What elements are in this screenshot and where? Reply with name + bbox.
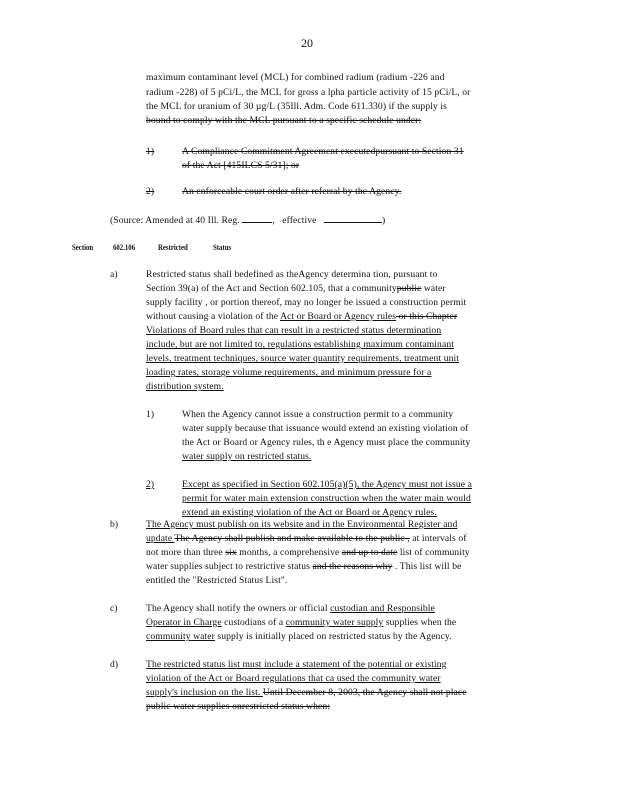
para-b-struck-six: six (225, 547, 237, 558)
para-b-line-4 (146, 560, 461, 574)
intro-struck-line: bound to comply with the MCL pursuant to a specific schedule under: (146, 115, 422, 126)
para-b-update: update (146, 533, 175, 544)
source-comma: , (272, 215, 275, 226)
para-a-line-3: supply facility , or portion thereof, may no longer be issued a construction permit (146, 297, 467, 308)
para-a-line-2 (146, 282, 446, 296)
para-c-label: c) (110, 603, 118, 614)
para-b-line-3 (146, 546, 470, 560)
para-a-line-9: distribution system. (146, 381, 224, 392)
para-b-line-2 (146, 532, 467, 546)
para-c-inserted-community-water: community water (146, 631, 215, 642)
para-c-initially-placed: supply is initially placed on restricted status by the Agency. (214, 631, 452, 642)
para-a-line-2-text: Section 39(a) of the Act and Section 602.105, that a community (146, 283, 397, 294)
intro-line-1: maximum contaminant level (MCL) for combined radium (radium -226 and (146, 72, 445, 83)
para-d-line-3 (146, 686, 467, 700)
para-b-label: b) (110, 519, 119, 530)
para-b-list: list of community (397, 547, 470, 558)
intro-line-2: radium -228) of 5 pCi/L, the MCL for gross a lpha particle activity of 15 pCi/L, or (146, 87, 471, 98)
para-a-line-1: Restricted status shall bedefined as theAgency determina tion, pursuant to (146, 269, 438, 280)
para-b-struck-up-to-date: and up to date (341, 547, 398, 558)
para-c-custodians: custodians of a (221, 617, 286, 628)
effective-date-blank (324, 212, 382, 223)
para-c-inserted-community: community water supply (285, 617, 384, 628)
source-close: ) (382, 215, 386, 226)
para-d-line-2: violation of the Act or Board regulations that ca used the community water (146, 673, 441, 684)
struck-item-1-line-2: of the Act [415ILCS 5/31]; or (182, 160, 300, 171)
para-a-line-4 (146, 310, 457, 324)
para-d-line-4: public water supplies onrestricted status when: (146, 701, 331, 712)
sub-2-line-3: extend an existing violation of the Act or Board or Agency rules. (182, 507, 437, 518)
para-b-line-1: The Agency must publish on its website and in the Environmental Register and (146, 519, 458, 530)
para-d-line-1: The restricted status list must include a statement of the potential or existing (146, 659, 447, 670)
para-c-notify: The Agency shall notify the owners or official (146, 603, 331, 614)
section-title: Restricted (158, 243, 188, 252)
para-a-line-2-end: water (421, 283, 446, 294)
para-a-line-7: levels, treatment techniques, source water quantity requirements, treatment unit (146, 353, 460, 364)
page-number: 20 (301, 36, 313, 50)
sub-1-label: 1) (146, 409, 155, 420)
para-b-months: months, a comprehensive (236, 547, 342, 558)
source-note (110, 212, 385, 228)
para-c-line-1 (146, 602, 435, 616)
para-a-label: a) (110, 269, 118, 280)
struck-item-1-line-1: A Compliance Commitment Agreement executedpursuant to Section 31 (182, 146, 464, 157)
sub-1-line-2: water supply because that issuance would extend an existing violation of (182, 423, 469, 434)
para-d-inclusion: supply's inclusion on the list. (146, 687, 263, 698)
para-a-line-4-text: without causing a violation of the (146, 311, 281, 322)
para-a-struck-chapter: or this Chapter (396, 311, 458, 322)
para-a-line-5: Violations of Board rules that can result in a restricted status determination (146, 325, 442, 336)
para-a-inserted-rules: Act or Board or Agency rules (280, 311, 397, 322)
sub-1-line-1: When the Agency cannot issue a construction permit to a community (182, 409, 454, 420)
sub-2-line-1: Except as specified in Section 602.105(a)(5), the Agency must not issue a (182, 479, 472, 490)
struck-item-1-number: 1) (146, 146, 155, 157)
sub-1-line-3: the Act or Board or Agency rules, th e Agency must place the community (182, 437, 471, 448)
para-b-intervals: at intervals of (409, 533, 467, 544)
para-c-inserted-operator: Operator in Charge (146, 617, 222, 628)
para-c-line-3 (146, 630, 452, 644)
section-label: Section (72, 243, 94, 252)
struck-item-2-number: 2) (146, 186, 155, 197)
section-title-2: Status (213, 243, 232, 252)
section-number: 602.106 (113, 243, 136, 252)
para-b-water-supplies: water supplies subject to restrictive status (146, 561, 313, 572)
source-prefix: (Source: Amended at 40 Ill. Reg. (110, 215, 240, 226)
intro-line-3: the MCL for uranium of 30 µg/L (35Ill. Adm. Code 611.330) if the supply is (146, 101, 447, 112)
para-d-label: d) (110, 659, 119, 670)
sub-2-label: 2) (146, 479, 155, 490)
para-a-line-8: loading rates, storage volume requirements, and minimum pressure for a (146, 367, 432, 378)
para-a-line-6: include, but are not limited to, regulations establishing maximum contaminant (146, 339, 454, 350)
para-b-this-list: . This list will be (392, 561, 462, 572)
struck-item-2-line-1: An enforceable court order after referral by the Agency. (182, 186, 402, 197)
para-c-inserted-custodian: custodian and Responsible (330, 603, 435, 614)
para-b-not-more: not more than three (146, 547, 226, 558)
para-b-line-5: entitled the "Restricted Status List". (146, 575, 288, 586)
para-c-line-2 (146, 616, 456, 630)
register-blank (242, 212, 272, 223)
para-d-struck-until: Until December 8, 2003, the Agency shall not place (262, 687, 467, 698)
sub-2-line-2: permit for water main extension construction when the water main would (182, 493, 471, 504)
para-a-struck-public: public (396, 283, 422, 294)
sub-1-line-4: water supply on restricted status. (182, 451, 312, 462)
para-c-supplies-when: supplies when the (383, 617, 457, 628)
para-b-struck-reasons: and the reasons why (312, 561, 393, 572)
source-effective: effective (282, 215, 317, 226)
para-b-struck-publish: The Agency shall publish and make available to the public , (174, 533, 410, 544)
